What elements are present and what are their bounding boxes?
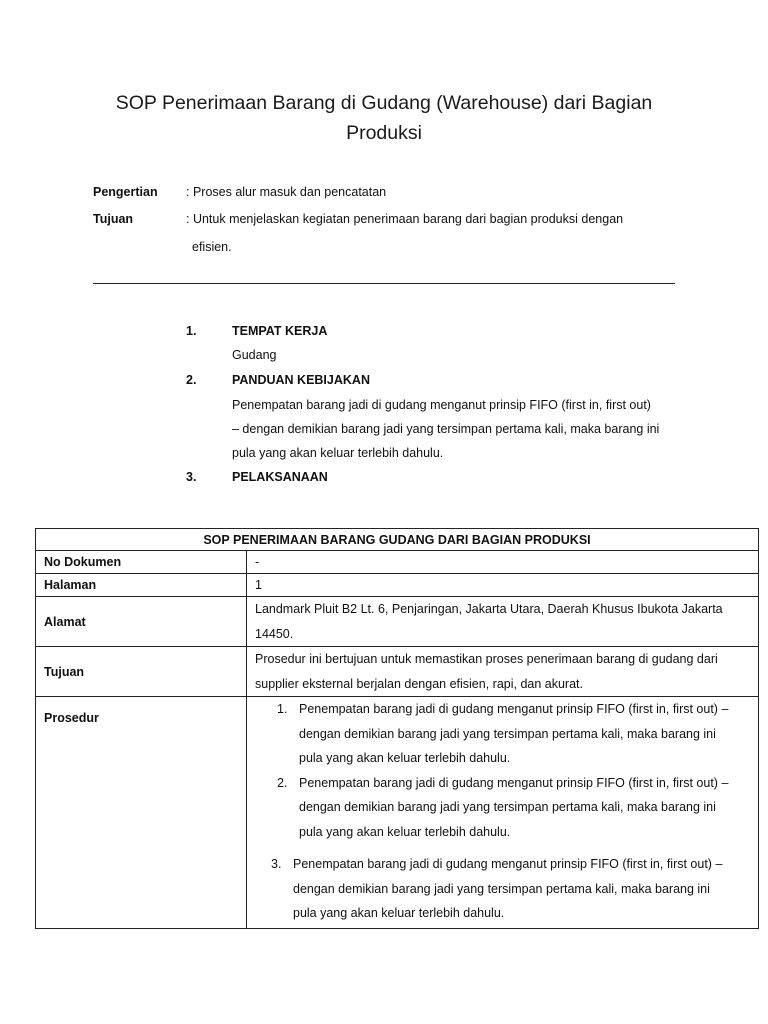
- document-title-line-1: SOP Penerimaan Barang di Gudang (Warehouse) dari Bagian: [115, 92, 653, 114]
- table-row-prosedur: [36, 697, 759, 929]
- list-item-line: dengan demikian barang jadi yang tersimpan pertama kali, maka barang ini: [299, 726, 716, 741]
- row-value-no-dokumen: -: [247, 551, 759, 574]
- horizontal-divider: [93, 283, 675, 284]
- section-text: Penempatan barang jadi di gudang menganut prinsip FIFO (first in, first out): [232, 398, 651, 412]
- list-item-line: Penempatan barang jadi di gudang menganut prinsip FIFO (first in, first out) –: [299, 775, 729, 790]
- section-number: 2.: [186, 373, 197, 387]
- row-value-alamat: [247, 597, 759, 647]
- section-text: pula yang akan keluar terlebih dahulu.: [232, 446, 444, 460]
- list-item: [255, 697, 750, 771]
- list-item-line: pula yang akan keluar terlebih dahulu.: [299, 824, 511, 839]
- section-text: – dengan demikian barang jadi yang tersimpan pertama kali, maka barang ini: [232, 422, 660, 436]
- pengertian-label: Pengertian: [93, 185, 158, 199]
- table-row: [36, 551, 759, 574]
- alamat-line: 14450.: [255, 626, 294, 641]
- tujuan-value-line-1: : Untuk menjelaskan kegiatan penerimaan barang dari bagian produksi dengan: [186, 212, 624, 226]
- table-row: [36, 597, 759, 647]
- list-item-line: pula yang akan keluar terlebih dahulu.: [293, 906, 505, 920]
- row-value-halaman: 1: [247, 574, 759, 597]
- section-heading: PANDUAN KEBIJAKAN: [232, 373, 370, 387]
- table-header: SOP PENERIMAAN BARANG GUDANG DARI BAGIAN PRODUKSI: [36, 529, 759, 551]
- list-item: [255, 852, 750, 926]
- list-item-line: Penempatan barang jadi di gudang menganut prinsip FIFO (first in, first out) –: [299, 702, 729, 716]
- section-number: 1.: [186, 324, 197, 338]
- row-label-alamat: Alamat: [36, 597, 247, 647]
- table-row: [36, 574, 759, 597]
- row-label-prosedur: Prosedur: [36, 697, 247, 929]
- prosedur-list: [255, 697, 750, 926]
- section-heading: PELAKSANAAN: [232, 470, 328, 484]
- document-title: [90, 88, 678, 148]
- list-item-number: 3.: [271, 857, 282, 871]
- tujuan-value-line-2: efisien.: [192, 240, 232, 254]
- row-value-tujuan: [247, 647, 759, 697]
- pengertian-value: : Proses alur masuk dan pencatatan: [186, 185, 387, 199]
- list-item-line: pula yang akan keluar terlebih dahulu.: [299, 751, 511, 765]
- list-item-line: dengan demikian barang jadi yang tersimpan pertama kali, maka barang ini: [299, 800, 716, 814]
- table-row: [36, 647, 759, 697]
- section-text: Gudang: [232, 348, 277, 362]
- row-label-tujuan: Tujuan: [36, 647, 247, 697]
- list-item-line: Penempatan barang jadi di gudang menganut prinsip FIFO (first in, first out) –: [293, 857, 723, 871]
- list-item: [255, 771, 750, 845]
- tujuan-line: Prosedur ini bertujuan untuk memastikan proses penerimaan barang di gudang dari: [255, 652, 718, 666]
- tujuan-line: supplier eksternal berjalan dengan efisien, rapi, dan akurat.: [255, 676, 583, 691]
- list-item-number: 2.: [277, 775, 288, 790]
- list-item-line: dengan demikian barang jadi yang tersimpan pertama kali, maka barang ini: [293, 881, 710, 896]
- list-item-number: 1.: [277, 702, 288, 716]
- row-label-halaman: Halaman: [36, 574, 247, 597]
- table-header-row: [36, 529, 759, 551]
- tujuan-label: Tujuan: [93, 212, 134, 226]
- alamat-line: Landmark Pluit B2 Lt. 6, Penjaringan, Jakarta Utara, Daerah Khusus Ibukota Jakarta: [255, 602, 723, 616]
- sop-table: [35, 528, 759, 929]
- row-label-no-dokumen: No Dokumen: [36, 551, 247, 574]
- document-title-line-2: Produksi: [346, 122, 422, 144]
- section-number: 3.: [186, 470, 197, 484]
- section-heading: TEMPAT KERJA: [232, 324, 328, 338]
- row-value-prosedur: [247, 697, 759, 929]
